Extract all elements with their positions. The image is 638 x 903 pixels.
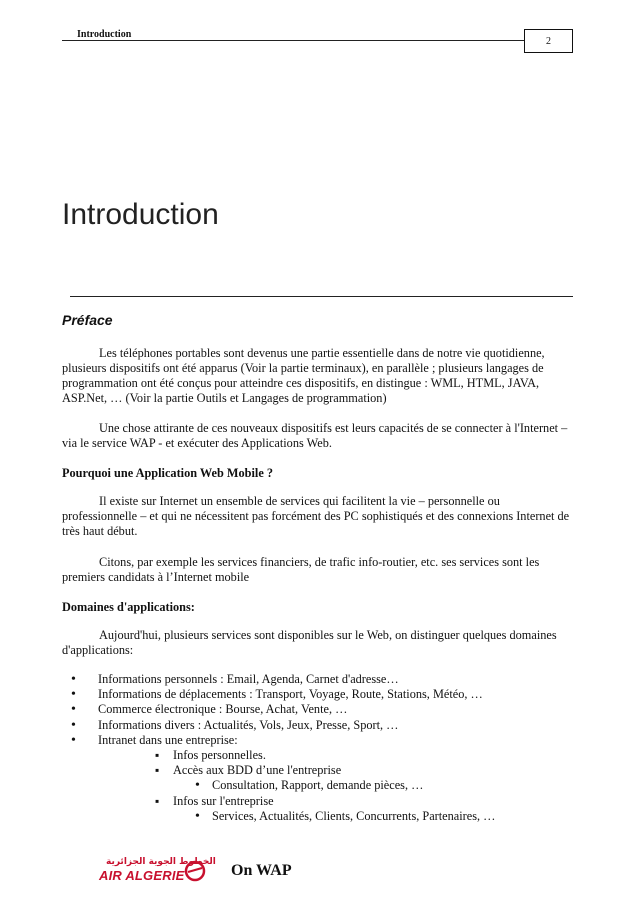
sub-list-item-label: Infos sur l'entreprise xyxy=(173,793,274,808)
list-item: • Informations divers : Actualités, Vols, Jeux, Presse, Sport, … xyxy=(62,718,495,733)
list-item-intranet xyxy=(62,733,495,824)
preface-paragraph-2: Une chose attirante de ces nouveaux dispositifs est leurs capacités de se connecter à l'Internet – via le service WAP - et exécuter des Applications Web. xyxy=(62,421,568,450)
logo-latin-text: AIR ALGERIE xyxy=(99,868,185,883)
domains-paragraph: Aujourd'hui, plusieurs services sont disponibles sur le Web, on distinguer quelques domaines d'applications: xyxy=(62,628,557,657)
header-title: Introduction xyxy=(77,29,132,40)
domains-heading: Domaines d'applications: xyxy=(62,600,195,614)
chapter-rule xyxy=(70,296,573,297)
sub-sub-list-item: • Services, Actualités, Clients, Concurrents, Partenaires, … xyxy=(173,809,495,824)
sub-list-item: ▪ Infos personnelles. xyxy=(98,748,495,763)
preface-heading: Préface xyxy=(62,312,113,328)
sub-list-item xyxy=(98,794,495,824)
list-item: • Informations de déplacements : Transport, Voyage, Route, Stations, Météo, … xyxy=(62,687,495,702)
preface-paragraph-1: Les téléphones portables sont devenus une partie essentielle dans de notre vie quotidienne, plusieurs dispositifs ont été apparus (Voir la partie terminaux), en parallèle ; plusieurs langages de programmation ont été conçus pour atteindre ces dispositifs, en distingue : WML, HTML, JAVA, ASP.Net, … (Voir la partie Outils et Langages de programmation) xyxy=(62,346,545,405)
why-heading: Pourquoi une Application Web Mobile ? xyxy=(62,466,274,480)
page-number: 2 xyxy=(524,29,573,53)
logo-arabic-text: الخطوط الجوية الجزائرية xyxy=(106,857,216,867)
header-rule xyxy=(62,40,524,41)
footer-label: On WAP xyxy=(231,862,292,879)
domains-list xyxy=(62,672,495,824)
why-paragraph-1: Il existe sur Internet un ensemble de services qui facilitent la vie – personnelle ou professionnelle – et qui ne nécessitent pas forcément des PC sophistiqués et des connexions Internet de très haut début. xyxy=(62,494,570,538)
list-item: • Informations personnels : Email, Agenda, Carnet d'adresse… xyxy=(62,672,495,687)
intranet-sublist xyxy=(98,748,495,824)
sub-sub-list xyxy=(173,778,495,793)
sub-list-item xyxy=(98,763,495,793)
list-item-label: Intranet dans une entreprise: xyxy=(98,732,238,747)
list-item: • Commerce électronique : Bourse, Achat, Vente, … xyxy=(62,702,495,717)
chapter-title: Introduction xyxy=(62,198,219,231)
sub-list-item-label: Accès aux BDD d’une l'entreprise xyxy=(173,763,342,778)
air-algerie-logo xyxy=(96,857,216,885)
why-paragraph-2: Citons, par exemple les services financiers, de trafic info-routier, etc. ses services sont les premiers candidats à l’Internet mobile xyxy=(62,555,540,584)
sub-sub-list xyxy=(173,809,495,824)
sub-sub-list-item: • Consultation, Rapport, demande pièces, … xyxy=(173,778,495,793)
crane-logo-icon xyxy=(184,859,206,883)
